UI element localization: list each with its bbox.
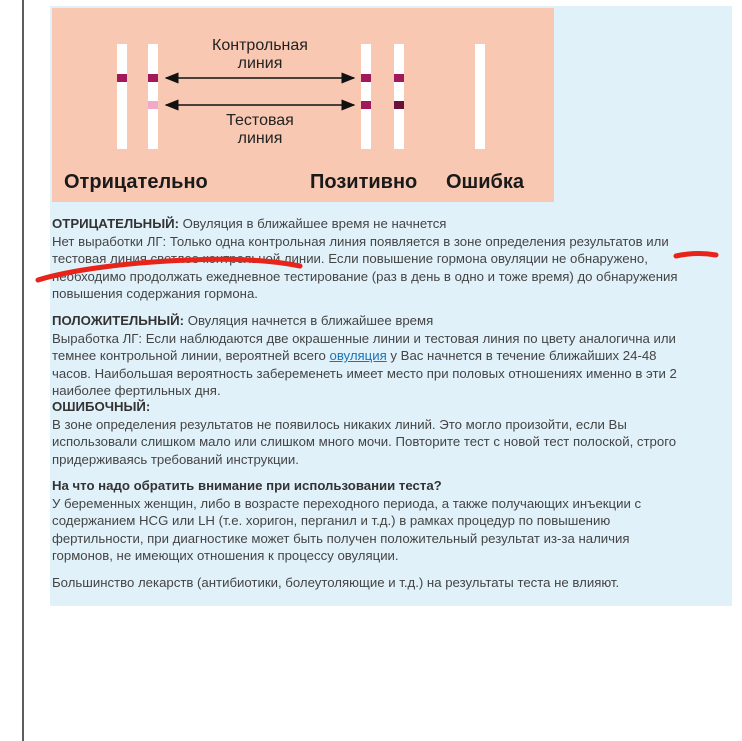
test-line-label xyxy=(190,111,330,148)
attention-title: На что надо обратить внимание при использовании теста? xyxy=(52,478,442,493)
attention-line-2: содержанием HCG или LH (т.е. хоригон, перганил и т.д.) в рамках процедур по повышению xyxy=(52,513,611,528)
positive-line-4: наиболее фертильных дня. xyxy=(52,383,221,398)
error-line-2: использовали слишком мало или слишком много мочи. Повторите тест с новой тест полоской, строго xyxy=(52,434,677,449)
negative-line-1: Нет выработки ЛГ: Только одна контрольная линия появляется в зоне определения результатов или xyxy=(52,233,669,249)
positive-section xyxy=(52,312,722,400)
positive-title: ПОЛОЖИТЕЛЬНЫЙ: xyxy=(52,313,185,328)
negative-subtitle: Овуляция в ближайшее время не начнется xyxy=(178,216,447,231)
ovulation-link[interactable]: овуляция xyxy=(329,348,387,363)
positive-line-2-post: у Вас начнется в течение ближайших 24-48 xyxy=(386,348,657,363)
control-line-label xyxy=(190,36,330,73)
attention-section xyxy=(52,477,722,565)
positive-line-1: Выработка ЛГ: Если наблюдаются две окрашенные линии и тестовая линия по цвету аналогична или xyxy=(52,330,676,346)
test-label-line-1: Тестовая xyxy=(226,112,294,129)
result-negative-label: Отрицательно xyxy=(64,171,208,193)
test-strip-illustration xyxy=(52,8,554,202)
negative-line-3: необходимо продолжать ежедневное тестирование (раз в день в одно и тоже время) до обнаружения xyxy=(52,268,678,284)
attention-line-4: гормонов, не имеющих отношения к процессу овуляции. xyxy=(52,548,399,563)
attention-line-1: У беременных женщин, либо в возрасте переходного периода, а также получающих инъекции с xyxy=(52,495,642,511)
drugs-line-1: Большинство лекарств (антибиотики, болеутоляющие и т.д.) на результаты теста не влияют. xyxy=(52,575,620,590)
drugs-note xyxy=(52,574,722,592)
positive-line-3: часов. Наибольшая вероятность забеременеть имеет место при половых отношениях именно в эти 2 xyxy=(52,365,677,381)
error-title: ОШИБОЧНЫЙ: xyxy=(52,399,151,414)
control-label-line-1: Контрольная xyxy=(212,37,308,54)
result-positive-label: Позитивно xyxy=(310,171,418,193)
control-label-line-2: линия xyxy=(237,55,283,72)
negative-section xyxy=(52,215,722,303)
attention-line-3: фертильности, при диагностике может быть получен положительный результат из-за наличия xyxy=(52,530,630,546)
negative-line-2: тестовая линия светлее контрольной линии. Если повышение гормона овуляции не обнаружено, xyxy=(52,251,648,266)
test-label-line-2: линия xyxy=(237,130,283,147)
result-error-label: Ошибка xyxy=(446,171,525,193)
negative-line-4: повышения содержания гормона. xyxy=(52,286,258,301)
negative-title: ОТРИЦАТЕЛЬНЫЙ: xyxy=(52,216,179,231)
content-panel-lower xyxy=(50,606,732,741)
positive-line-2-pre: темнее контрольной линии, вероятней всего xyxy=(52,348,330,363)
error-section xyxy=(52,398,722,468)
positive-subtitle: Овуляция начнется в ближайшее время xyxy=(184,313,434,328)
page-border xyxy=(22,0,24,741)
error-line-3: придерживаясь требований инструкции. xyxy=(52,451,299,467)
error-line-1: В зоне определения результатов не появилось никаких линий. Это могло произойти, если Вы xyxy=(52,416,627,432)
